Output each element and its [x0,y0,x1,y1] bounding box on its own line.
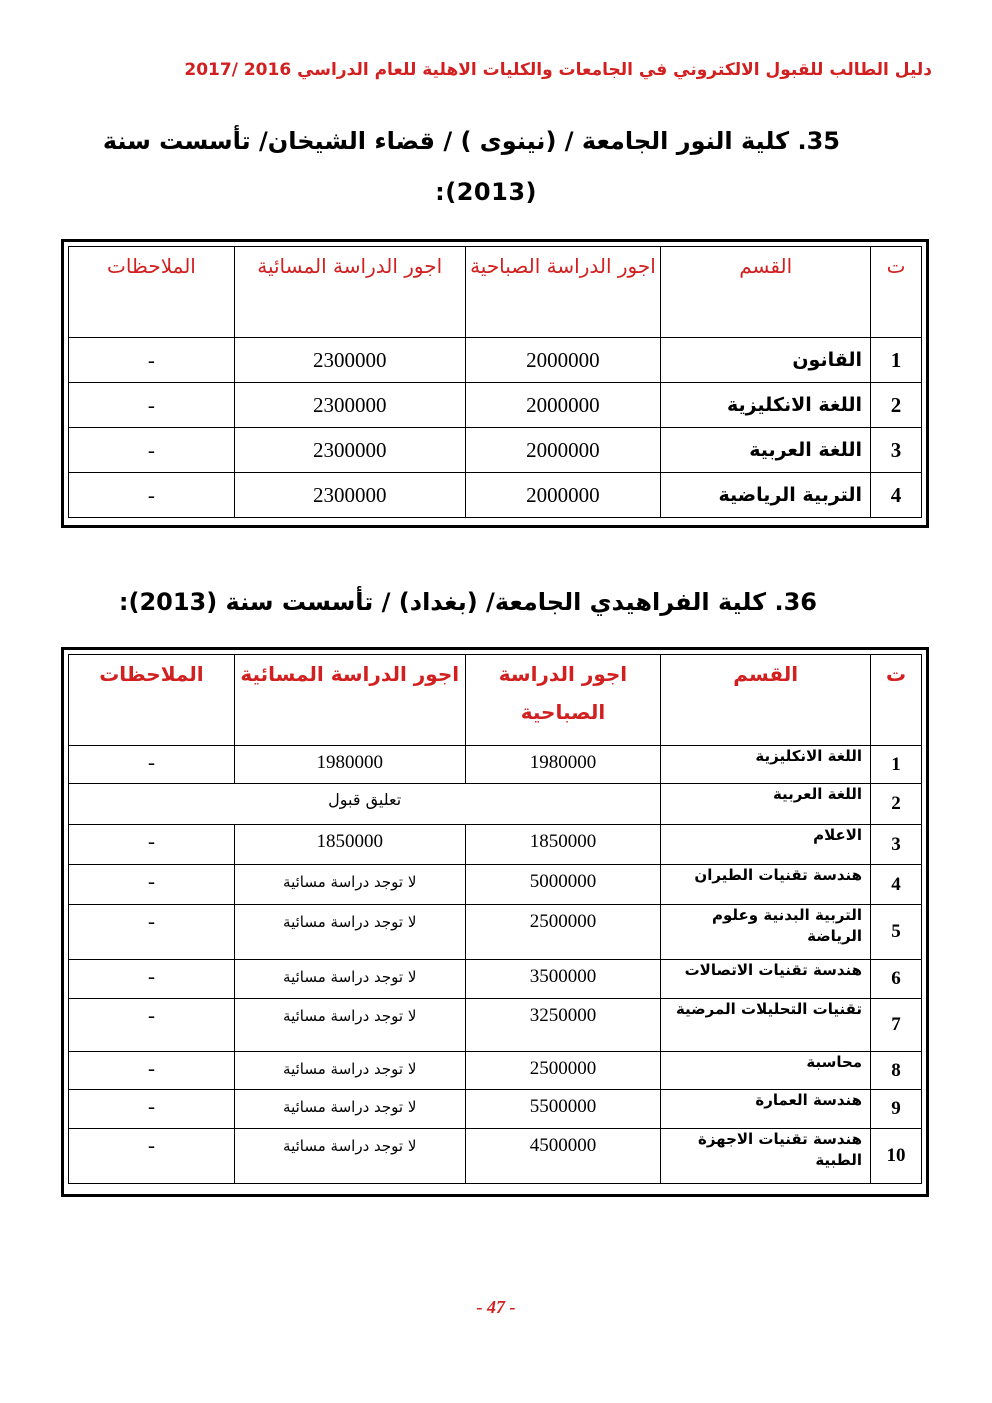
col-header-index: ت [871,655,922,746]
evening-fee: 1850000 [234,825,465,865]
notes-cell: - [69,865,235,905]
row-index: 3 [871,428,922,473]
morning-fee: 2500000 [465,1052,661,1090]
col-header-notes: الملاحظات [69,247,235,338]
page-header: دليل الطالب للقبول الالكتروني في الجامعات والكليات الاهلية للعام الدراسي 2016 /2017 [184,60,932,80]
morning-fee: 3500000 [465,960,661,999]
notes-cell: - [69,999,235,1052]
evening-fee: 2300000 [234,338,465,383]
row-index: 8 [871,1052,922,1090]
department-name: هندسة تقنيات الاجهزة الطبية [661,1129,871,1184]
notes-cell: - [69,338,235,383]
morning-fee: 2000000 [465,338,661,383]
section-36-title: 36. كلية الفراهيدي الجامعة/ (بغداد) / تأسست سنة (2013): [118,588,817,616]
department-name: اللغة الانكليزية [661,746,871,784]
row-index: 4 [871,473,922,518]
evening-fee: لا توجد دراسة مسائية [234,1090,465,1129]
row-index: 10 [871,1129,922,1184]
col-header-morning-fees: اجور الدراسة الصباحية [465,247,661,338]
col-header-notes: الملاحظات [69,655,235,746]
morning-fee: 1850000 [465,825,661,865]
morning-fee: 2000000 [465,383,661,428]
row-index: 2 [871,784,922,825]
department-name: هندسة العمارة [661,1090,871,1129]
department-name: محاسبة [661,1052,871,1090]
morning-fee: 3250000 [465,999,661,1052]
department-name: اللغة العربية [661,428,871,473]
table-row [69,746,922,784]
table-row [69,825,922,865]
morning-fee: 2500000 [465,905,661,960]
page-number: - 47 - [476,1297,516,1317]
morning-fee: 2000000 [465,473,661,518]
notes-cell: - [69,1090,235,1129]
evening-fee: 2300000 [234,383,465,428]
table-row [69,428,922,473]
table-row [69,865,922,905]
morning-fee: 2000000 [465,428,661,473]
col-header-department: القسم [661,655,871,746]
department-name: اللغة العربية [661,784,871,825]
evening-fee: لا توجد دراسة مسائية [234,905,465,960]
table-row [69,905,922,960]
department-name: تقنيات التحليلات المرضية [661,999,871,1052]
table-35-header-row [69,247,922,338]
table-row [69,473,922,518]
department-name: القانون [661,338,871,383]
evening-fee: 1980000 [234,746,465,784]
notes-cell: - [69,746,235,784]
notes-cell: - [69,1052,235,1090]
morning-fee: 5000000 [465,865,661,905]
col-header-evening-fees: اجور الدراسة المسائية [234,655,465,746]
section-35-title: 35. كلية النور الجامعة / (نينوى ) / قضاء الشيخان/ تأسست سنة [102,127,840,155]
notes-cell: - [69,473,235,518]
notes-cell: - [69,383,235,428]
table-row [69,999,922,1052]
table-36 [68,654,922,1184]
evening-fee: لا توجد دراسة مسائية [234,999,465,1052]
col-header-evening-fees: اجور الدراسة المسائية [234,247,465,338]
department-name: هندسة تقنيات الطيران [661,865,871,905]
evening-fee: لا توجد دراسة مسائية [234,960,465,999]
table-row [69,1090,922,1129]
row-index: 1 [871,746,922,784]
row-index: 3 [871,825,922,865]
row-index: 2 [871,383,922,428]
col-header-index: ت [871,247,922,338]
notes-cell: - [69,825,235,865]
morning-fee: 5500000 [465,1090,661,1129]
morning-fee: 4500000 [465,1129,661,1184]
table-35 [68,246,922,518]
notes-cell: - [69,428,235,473]
row-index: 4 [871,865,922,905]
department-name: الاعلام [661,825,871,865]
table-row [69,784,922,825]
notes-cell: - [69,1129,235,1184]
row-index: 6 [871,960,922,999]
evening-fee: لا توجد دراسة مسائية [234,1129,465,1184]
col-header-department: القسم [661,247,871,338]
section-35-title-year: (2013): [435,178,537,206]
department-name: اللغة الانكليزية [661,383,871,428]
table-row [69,960,922,999]
notes-cell: - [69,905,235,960]
evening-fee: 2300000 [234,473,465,518]
department-name: التربية الرياضية [661,473,871,518]
department-name: التربية البدنية وعلوم الرياضة [661,905,871,960]
row-index: 1 [871,338,922,383]
table-36-header-row [69,655,922,746]
table-row [69,338,922,383]
notes-cell: - [69,960,235,999]
evening-fee: لا توجد دراسة مسائية [234,1052,465,1090]
table-row [69,1052,922,1090]
table-row [69,383,922,428]
department-name: هندسة تقنيات الاتصالات [661,960,871,999]
admission-suspended-cell: تعليق قبول [69,784,661,825]
row-index: 5 [871,905,922,960]
col-header-morning-fees: اجور الدراسة الصباحية [465,655,661,746]
evening-fee: لا توجد دراسة مسائية [234,865,465,905]
table-row [69,1129,922,1184]
row-index: 9 [871,1090,922,1129]
morning-fee: 1980000 [465,746,661,784]
row-index: 7 [871,999,922,1052]
evening-fee: 2300000 [234,428,465,473]
